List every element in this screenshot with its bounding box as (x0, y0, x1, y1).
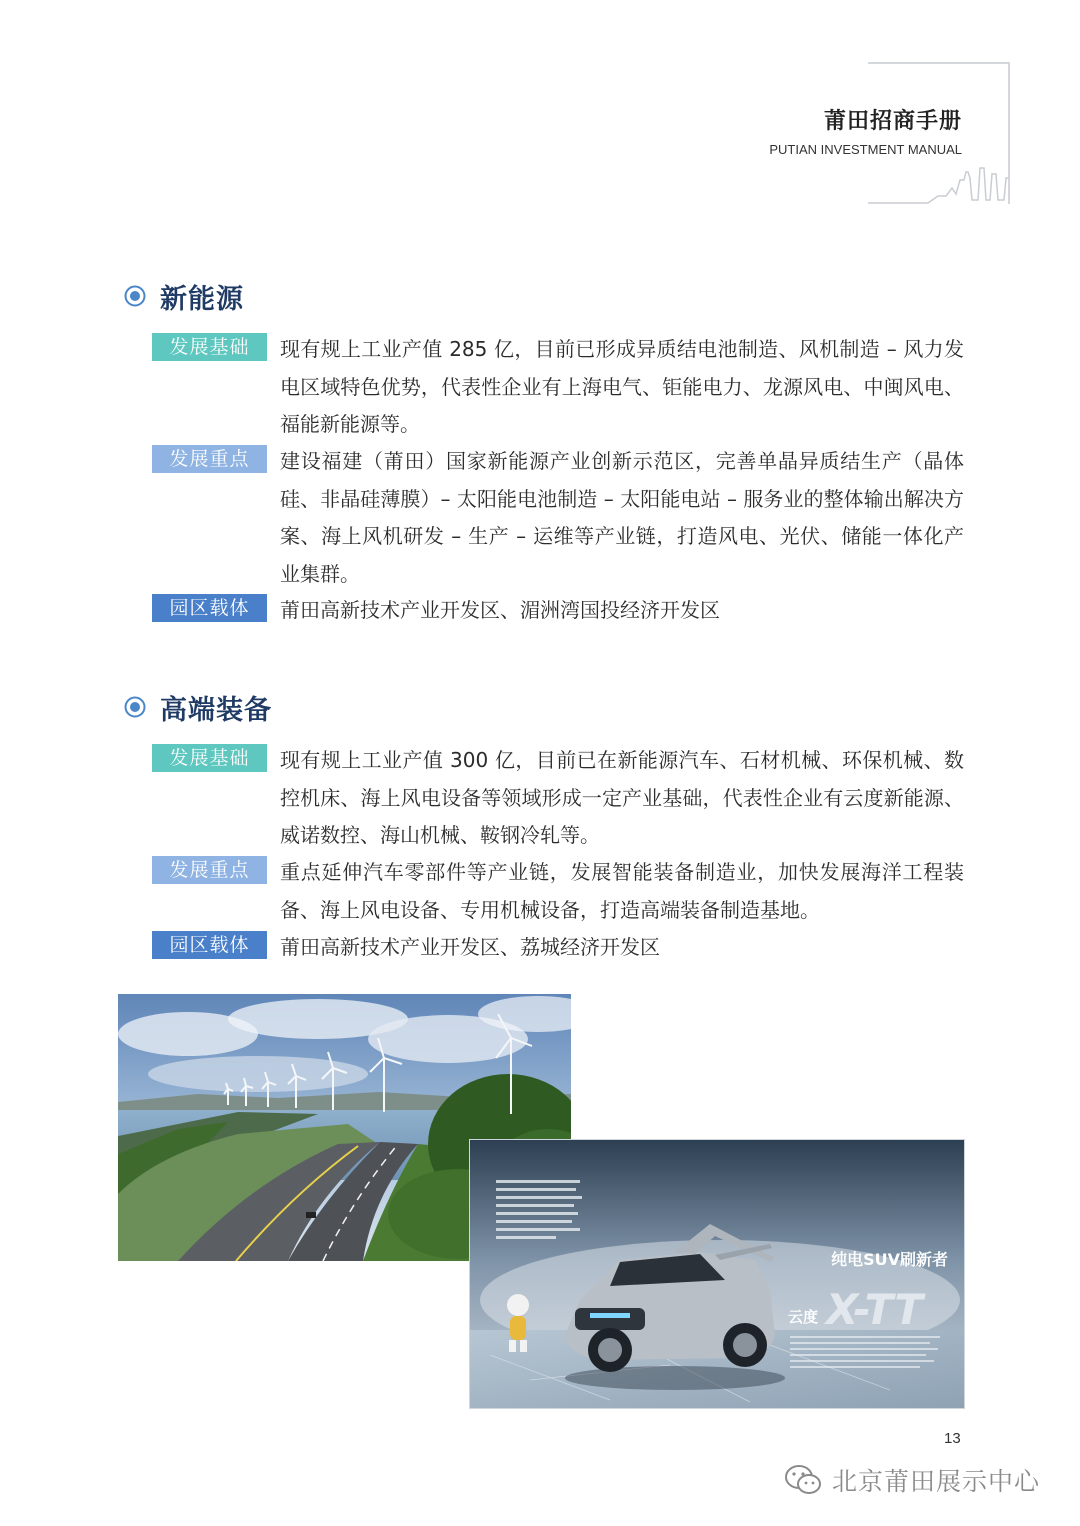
row-text: 莆田高新技术产业开发区、湄洲湾国投经济开发区 (280, 598, 720, 622)
row-basis (152, 331, 964, 443)
tag-park: 园区载体 (152, 931, 267, 959)
section-title-new-energy (124, 276, 244, 316)
row-focus (152, 854, 964, 929)
wechat-icon (784, 1464, 822, 1496)
tag-basis: 发展基础 (152, 333, 267, 361)
watermark-text: 北京莆田展示中心 (832, 1467, 1041, 1496)
manual-subtitle: PUTIAN INVESTMENT MANUAL (769, 142, 962, 157)
row-park (152, 592, 964, 630)
section-title-high-end-equipment (124, 687, 272, 727)
car-ad-headline: 纯电SUV刷新者 (831, 1250, 948, 1269)
row-focus (152, 443, 964, 593)
target-bullet-icon (124, 696, 146, 718)
tag-basis: 发展基础 (152, 744, 267, 772)
row-text: 现有规上工业产值 285 亿，目前已形成异质结电池制造、风机制造 – 风力发电区域特色优势，代表性企业有上海电气、钜能电力、龙源风电、中闽风电、福能新能源等。 (280, 337, 964, 436)
manual-title: 莆田招商手册 (823, 109, 962, 134)
section-heading: 高端装备 (160, 694, 272, 726)
page-number: 13 (944, 1430, 961, 1447)
row-basis (152, 742, 964, 854)
tag-focus: 发展重点 (152, 445, 267, 473)
section-heading: 新能源 (160, 283, 244, 315)
tag-focus: 发展重点 (152, 856, 267, 884)
skyline-graphic (868, 150, 1010, 204)
row-text: 现有规上工业产值 300 亿，目前已在新能源汽车、石材机械、环保机械、数控机床、海上风电设备等领域形成一定产业基础，代表性企业有云度新能源、威诺数控、海山机械、鞍钢冷轧等。 (280, 748, 964, 847)
row-text: 建设福建（莆田）国家新能源产业创新示范区，完善单晶异质结生产（晶体硅、非晶硅薄膜）– 太阳能电池制造 – 太阳能电站 – 服务业的整体输出解决方案、海上风机研发 – 生产 – 运维等产业链，打造风电、光伏、储能一体化产业集群。 (280, 449, 964, 586)
car-ad-model: X-TT (826, 1285, 923, 1334)
row-text: 莆田高新技术产业开发区、荔城经济开发区 (280, 935, 660, 959)
electric-suv-ad-photo (470, 1140, 964, 1408)
watermark (784, 1460, 1040, 1500)
row-park (152, 929, 964, 967)
tag-park: 园区载体 (152, 594, 267, 622)
car-ad-brand: 云度 (787, 1308, 818, 1326)
target-bullet-icon (124, 285, 146, 307)
row-text: 重点延伸汽车零部件等产业链，发展智能装备制造业，加快发展海洋工程装备、海上风电设备、专用机械设备，打造高端装备制造基地。 (280, 860, 964, 922)
